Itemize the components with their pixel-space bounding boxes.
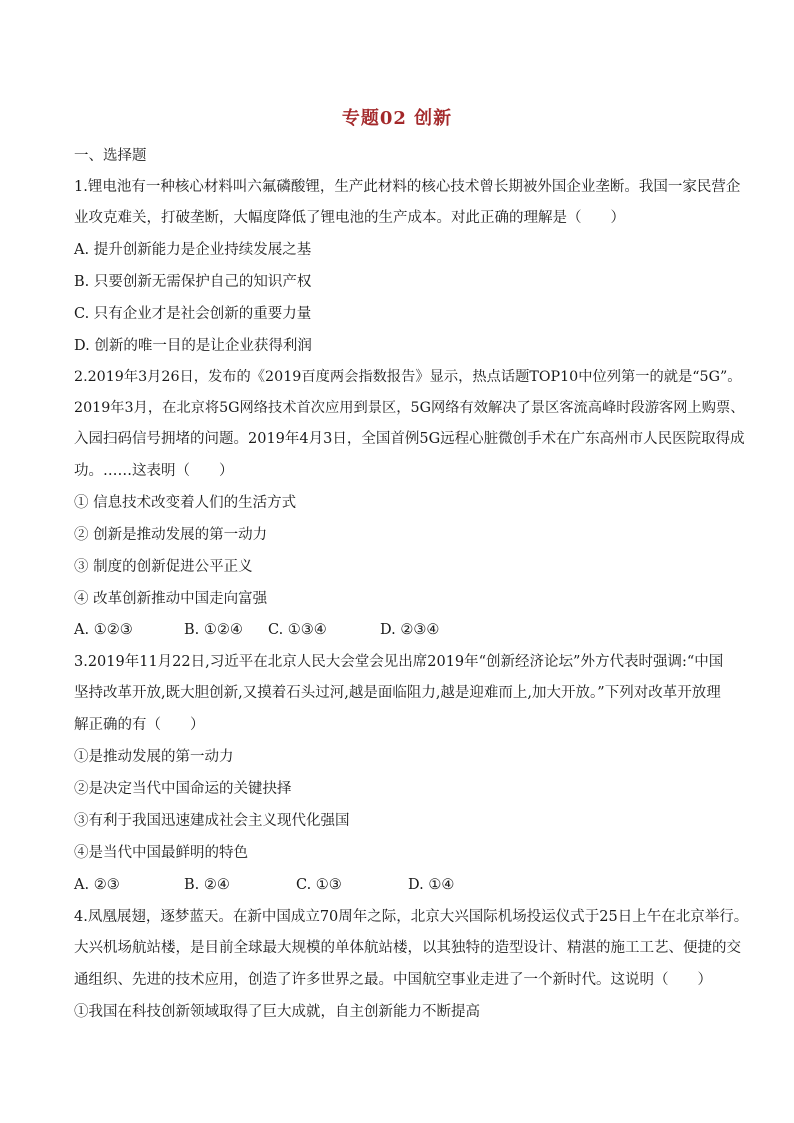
q2-stem-line-3: 入园扫码信号拥堵的问题。2019年4月3日，全国首例5G远程心脏微创手术在广东高州市人民医院取得成 [74, 431, 745, 447]
q3-option-c: C. ①③ [296, 877, 342, 893]
q2-item-2: ② 创新是推动发展的第一动力 [74, 527, 268, 543]
q3-options [74, 875, 454, 895]
section-heading: 一、选择题 [74, 148, 147, 164]
q3-stem-line-2: 坚持改革开放,既大胆创新,又摸着石头过河,越是面临阻力,越是迎难而上,加大开放。”下列对改革开放理 [74, 685, 721, 701]
q4-stem-line-3: 通组织、先进的技术应用，创造了许多世界之最。中国航空事业走进了一个新时代。这说明（ ） [74, 972, 712, 988]
q1-option-b: B. 只要创新无需保护自己的知识产权 [74, 274, 312, 290]
q2-option-a: A. ①②③ [74, 622, 133, 638]
q3-item-1: ①是推动发展的第一动力 [74, 749, 234, 765]
q1-option-c: C. 只有企业才是社会创新的重要力量 [74, 306, 312, 322]
q3-item-3: ③有利于我国迅速建成社会主义现代化强国 [74, 813, 350, 829]
q2-option-b: B. ①②④ [184, 622, 243, 638]
q3-option-b: B. ②④ [184, 877, 230, 893]
q2-stem-line-2: 2019年3月，在北京将5G网络技术首次应用到景区，5G网络有效解决了景区客流高峰时段游客网上购票、 [74, 400, 745, 416]
q3-stem-line-1: 3.2019年11月22日,习近平在北京人民大会堂会见出席2019年“创新经济论坛”外方代表时强调:“中国 [74, 654, 724, 670]
q2-stem-line-1: 2.2019年3月26日，发布的《2019百度两会指数报告》显示，热点话题TOP10中位列第一的就是“5G”。 [74, 369, 742, 385]
q1-stem-line-2: 业攻克难关，打破垄断，大幅度降低了锂电池的生产成本。对此正确的理解是（ ） [74, 210, 625, 226]
q4-stem-line-1: 4.凤凰展翅，逐梦蓝天。在新中国成立70周年之际，北京大兴国际机场投运仪式于25日上午在北京举行。 [74, 909, 749, 925]
q2-option-d: D. ②③④ [380, 622, 440, 638]
q3-option-a: A. ②③ [74, 877, 120, 893]
q1-stem-line-1: 1.锂电池有一种核心材料叫六氟磷酸锂，生产此材料的核心技术曾长期被外国企业垄断。我国一家民营企 [74, 179, 741, 195]
q1-option-a: A. 提升创新能力是企业持续发展之基 [74, 242, 312, 258]
q2-option-c: C. ①③④ [268, 622, 327, 638]
q3-item-4: ④是当代中国最鲜明的特色 [74, 845, 248, 861]
q3-option-d: D. ①④ [408, 877, 455, 893]
q4-stem-line-2: 大兴机场航站楼，是目前全球最大规模的单体航站楼，以其独特的造型设计、精湛的施工工艺、便捷的交 [74, 940, 741, 956]
q3-stem-line-3: 解正确的有（ ） [74, 717, 205, 733]
q2-stem-line-4: 功。……这表明（ ） [74, 463, 234, 479]
q2-options [74, 620, 439, 640]
q2-item-3: ③ 制度的创新促进公平正义 [74, 559, 253, 575]
q3-item-2: ②是决定当代中国命运的关键抉择 [74, 781, 292, 797]
q4-item-1: ①我国在科技创新领域取得了巨大成就，自主创新能力不断提高 [74, 1004, 480, 1020]
document-title: 专题02 创新 [341, 108, 453, 129]
q2-item-1: ① 信息技术改变着人们的生活方式 [74, 495, 297, 511]
q1-option-d: D. 创新的唯一目的是让企业获得利润 [74, 338, 312, 354]
q2-item-4: ④ 改革创新推动中国走向富强 [74, 591, 268, 607]
